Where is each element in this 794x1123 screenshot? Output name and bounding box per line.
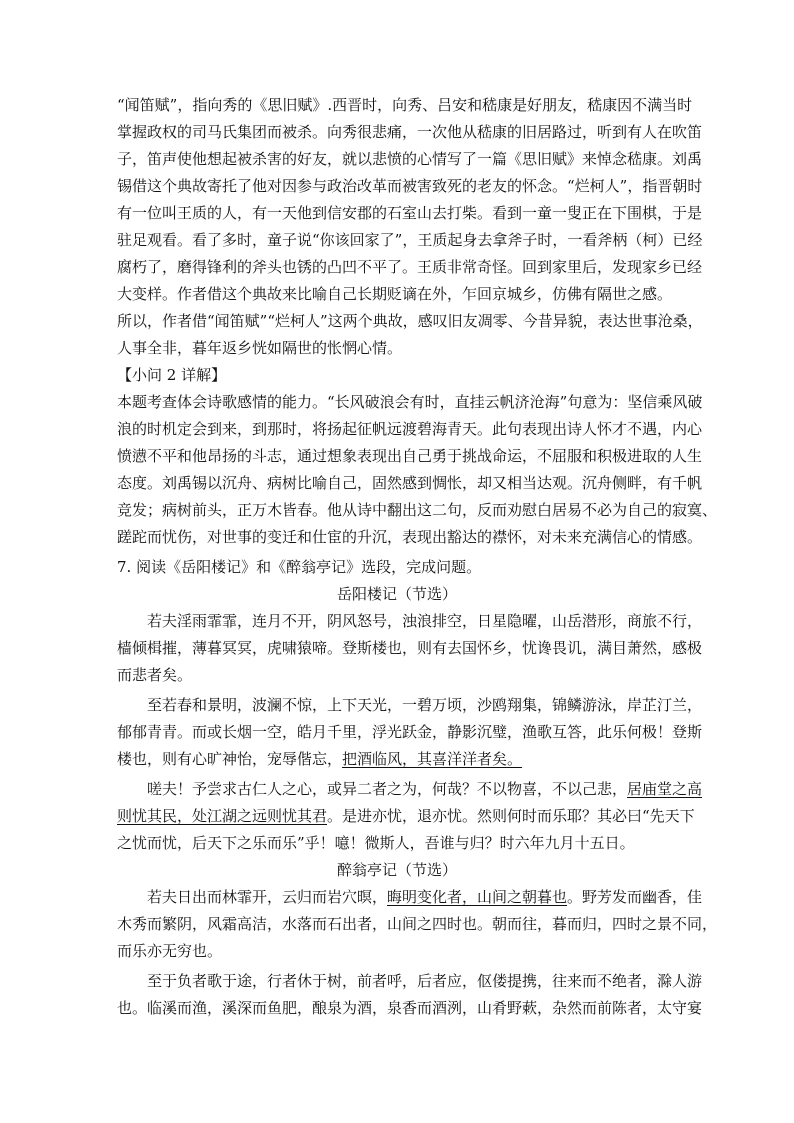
line-text: 。是进亦忧，退亦忧。然则何时而乐耶？其必曰“先天下 <box>327 807 695 825</box>
passage-line: 至若春和景明，波澜不惊，上下天光，一碧万顷，沙鸥翔集，锦鳞游泳，岸芷汀兰， <box>147 696 703 714</box>
passage-line: 若夫淫雨霏霏，连月不开，阴风怒号，浊浪排空，日星隐曜，山岳潜形，商旅不行， <box>147 612 703 630</box>
text-line: 子，笛声使他想起被杀害的好友，就以悲愤的心情写了一篇《思旧赋》来悼念嵇康。刘禹 <box>117 150 703 168</box>
passage-title: 醉翁亭记（节选） <box>336 861 457 879</box>
passage-line: 至于负者歌于途，行者休于树，前者呼，后者应，伛偻提携，往来而不绝者，滁人游 <box>147 972 703 990</box>
question-heading: 7. 阅读《岳阳楼记》和《醉翁亭记》选段，完成问题。 <box>117 558 482 576</box>
line-text: 嗟夫！予尝求古仁人之心，或异二者之为，何哉？不以物喜，不以己悲， <box>147 780 628 798</box>
text-line: 腐朽了，磨得锋利的斧头也锈的凸凹不平了。王质非常奇怪。回到家里后，发现家乡已经 <box>117 258 703 276</box>
underlined-text: 则忧其民，处江湖之远则忧其君 <box>117 807 328 825</box>
passage-line <box>117 806 695 826</box>
underlined-text: 晦明变化者，山间之朝暮也 <box>387 888 568 906</box>
text-line: 浪的时机定会到来，到那时，将扬起征帆远渡碧海青天。此句表现出诗人怀才不遇，内心 <box>117 420 703 438</box>
text-line: 态度。刘禹锡以沉舟、病树比喻自己，固然感到惆怅，却又相当达观。沉舟侧畔，有千帆 <box>117 474 703 492</box>
line-text: 楼也，则有心旷神怡，宠辱偕忘， <box>117 750 343 768</box>
passage-line: 樯倾楫摧，薄暮冥冥，虎啸猿啼。登斯楼也，则有去国怀乡，忧谗畏讥，满目萧然，感极 <box>117 639 703 657</box>
passage-line: 郁郁青青。而或长烟一空，皓月千里，浮光跃金，静影沉璧，渔歌互答，此乐何极！登斯 <box>117 723 703 741</box>
text-line: 蹉跎而忧伤，对世事的变迁和仕宦的升沉，表现出豁达的襟怀，对未来充满信心的情感。 <box>117 528 703 546</box>
underlined-text: 居庙堂之高 <box>627 780 703 798</box>
section-heading: 【小问 2 详解】 <box>117 366 227 384</box>
text-line: 驻足观看。看了多时，童子说“你该回家了”，王质起身去拿斧子时，一看斧柄（柯）已经 <box>117 231 703 249</box>
text-line: 愤懑不平和他昂扬的斗志，通过想象表现出自己勇于挑战命运，不屈服和积极进取的人生 <box>117 447 703 465</box>
text-line: 人事全非，暮年返乡恍如隔世的怅惘心情。 <box>117 339 403 357</box>
line-text: 。野芳发而幽香，佳 <box>567 888 703 906</box>
passage-line: 也。临溪而渔，溪深而鱼肥，酿泉为酒，泉香而酒洌，山肴野蔌，杂然而前陈者，太守宴 <box>117 999 703 1017</box>
text-line: 竞发；病树前头，正万木皆春。他从诗中翻出这二句，反而劝慰白居易不必为自己的寂寞、 <box>117 501 718 519</box>
passage-line <box>117 749 522 769</box>
text-line: 大变样。作者借这个典故来比喻自己长期贬谪在外，乍回京城乡，仿佛有隔世之感。 <box>117 285 673 303</box>
text-line: “闻笛赋”，指向秀的《思旧赋》.西晋时，向秀、吕安和嵇康是好朋友，嵇康因不满当时 <box>117 96 693 114</box>
underlined-text: 把酒临风，其喜洋洋者矣。 <box>342 750 523 768</box>
passage-title: 岳阳楼记（节选） <box>336 585 457 603</box>
passage-line: 而乐亦无穷也。 <box>117 942 223 960</box>
passage-line: 木秀而繁阴，风霜高洁，水落而石出者，山间之四时也。朝而往，暮而归，四时之景不同， <box>117 915 718 933</box>
text-line: 锡借这个典故寄托了他对因参与政治改革而被害致死的老友的怀念。“烂柯人”，指晋朝时 <box>117 177 703 195</box>
line-text: 若夫日出而林霏开，云归而岩穴暝， <box>147 888 388 906</box>
passage-line: 而悲者矣。 <box>117 666 193 684</box>
text-line: 有一位叫王质的人，有一天他到信安郡的石室山去打柴。看到一童一叟正在下围棋，于是 <box>117 204 703 222</box>
passage-line <box>147 779 702 799</box>
passage-line: 之忧而忧，后天下之乐而乐”乎！噫！微斯人，吾谁与归？时六年九月十五日。 <box>117 834 635 852</box>
text-line: 本题考查体会诗歌感情的能力。“长风破浪会有时，直挂云帆济沧海”句意为：坚信乘风破 <box>117 393 703 411</box>
text-line: 所以，作者借“闻笛赋”“烂柯人”这两个典故，感叹旧友凋零、今昔异貌，表达世事沧桑， <box>117 312 703 330</box>
passage-line <box>147 887 702 907</box>
text-line: 掌握政权的司马氏集团而被杀。向秀很悲痛，一次他从嵇康的旧居路过，听到有人在吹笛 <box>117 123 703 141</box>
